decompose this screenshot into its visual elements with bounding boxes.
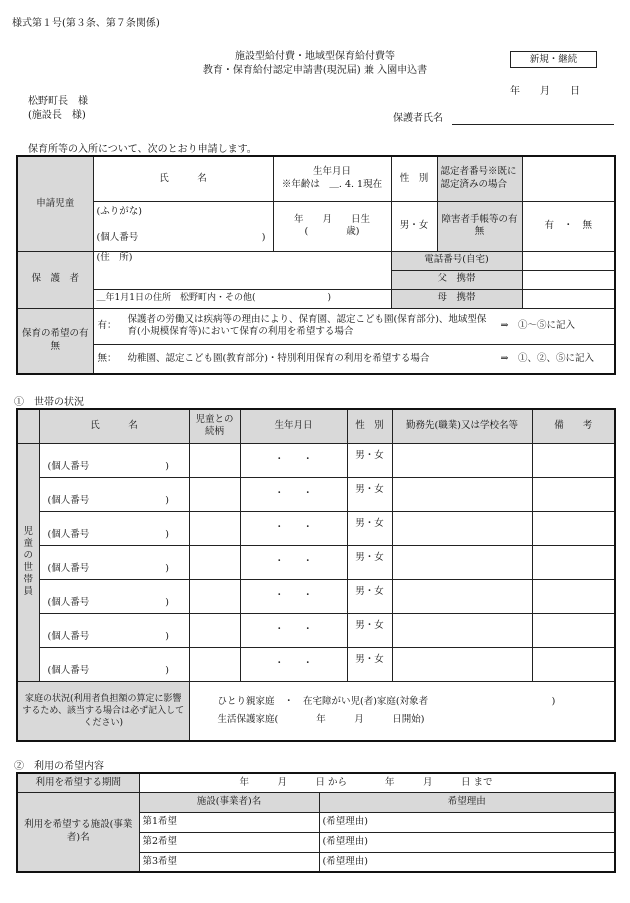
new-continue-badge: 新規・継続: [510, 51, 597, 68]
col-name: 氏 名: [39, 409, 189, 443]
member-gender-field[interactable]: 男・女: [347, 443, 392, 477]
member-relation-field[interactable]: [189, 545, 240, 579]
member-birth-field[interactable]: ・ ・: [240, 647, 347, 681]
member-birth-field[interactable]: ・ ・: [240, 579, 347, 613]
facility-header: 施設(事業者)名: [139, 792, 319, 812]
member-name-field[interactable]: (個人番号 ): [39, 443, 189, 477]
table-row: [17, 613, 615, 647]
jan1-address[interactable]: ＿年1月1日の住所 松野町内・その他( ): [93, 289, 391, 308]
phone-home-field[interactable]: [522, 251, 615, 270]
usage-table: [16, 772, 616, 873]
wish-no-row[interactable]: 無： 幼稚園、認定こども園(教育部分)・特別利用保育の利用を希望する場合 ⇒ ①、②、⑤に記入: [93, 344, 615, 374]
table-row: [17, 511, 615, 545]
table-row: [17, 545, 615, 579]
family-status-label: 家庭の状況(利用者負担額の算定に影響するため、該当する場合は必ず記入してください): [17, 681, 189, 741]
choice-1[interactable]: 第1希望: [139, 812, 319, 832]
member-birth-field[interactable]: ・ ・: [240, 477, 347, 511]
col-gender: 性 別: [347, 409, 392, 443]
reason-1[interactable]: (希望理由): [319, 812, 615, 832]
wish-yes-row[interactable]: 有： 保護者の労働又は疾病等の理由により、保育園、認定こども園(保育部分)、地域型保育(小規模保育等)において保育の利用を希望する場合 ⇒ ①～⑤に記入: [93, 308, 615, 344]
addressee-mayor: 松野町長 様: [28, 96, 88, 107]
guardian-label: 保 護 者: [17, 251, 93, 308]
title-line-1: 施設型給付費・地域型保育給付費等: [235, 51, 395, 62]
member-gender-field[interactable]: 男・女: [347, 579, 392, 613]
mother-mobile-label: 母 携帯: [391, 289, 522, 308]
choice-3[interactable]: 第3希望: [139, 852, 319, 872]
applicant-name-field[interactable]: (ふりがな) (個人番号 ): [93, 201, 273, 251]
member-relation-field[interactable]: [189, 511, 240, 545]
name-header: 氏 名: [93, 156, 273, 201]
member-name-field[interactable]: (個人番号 ): [39, 511, 189, 545]
section1-title: ① 世帯の状況: [14, 397, 84, 408]
member-relation-field[interactable]: [189, 477, 240, 511]
table-row: [17, 443, 615, 477]
member-name-field[interactable]: (個人番号 ): [39, 545, 189, 579]
member-birth-field[interactable]: ・ ・: [240, 613, 347, 647]
table-row: [17, 477, 615, 511]
member-name-field[interactable]: (個人番号 ): [39, 613, 189, 647]
member-notes-field[interactable]: [532, 579, 615, 613]
member-birth-field[interactable]: ・ ・: [240, 545, 347, 579]
member-workplace-field[interactable]: [392, 443, 532, 477]
member-relation-field[interactable]: [189, 579, 240, 613]
gender-field[interactable]: 男・女: [391, 201, 437, 251]
member-workplace-field[interactable]: [392, 545, 532, 579]
father-mobile-field[interactable]: [522, 270, 615, 289]
member-workplace-field[interactable]: [392, 647, 532, 681]
family-status-field[interactable]: ひとり親家庭 ・ 在宅障がい児(者)家庭(対象者 ) 生活保護家庭( 年 月 日開始): [189, 681, 615, 741]
wish-label: 保育の希望の有無: [17, 308, 93, 374]
application-table: [16, 155, 616, 375]
household-side-label: 児童の世帯員: [17, 443, 39, 681]
member-birth-field[interactable]: ・ ・: [240, 511, 347, 545]
col-notes: 備 考: [532, 409, 615, 443]
member-name-field[interactable]: (個人番号 ): [39, 477, 189, 511]
reason-header: 希望理由: [319, 792, 615, 812]
member-workplace-field[interactable]: [392, 579, 532, 613]
member-gender-field[interactable]: 男・女: [347, 545, 392, 579]
table-row: [17, 579, 615, 613]
title-line-2: 教育・保育給付認定申請書(現況届) 兼 入園申込書: [202, 65, 428, 76]
disability-field[interactable]: 有 ・ 無: [522, 201, 615, 251]
col-birth: 生年月日: [240, 409, 347, 443]
cert-number-header: 認定者番号※既に認定済みの場合: [437, 156, 522, 201]
member-notes-field[interactable]: [532, 545, 615, 579]
cert-number-field[interactable]: [522, 156, 615, 201]
col-workplace: 勤務先(職業)又は学校名等: [392, 409, 532, 443]
reason-3[interactable]: (希望理由): [319, 852, 615, 872]
member-notes-field[interactable]: [532, 443, 615, 477]
member-gender-field[interactable]: 男・女: [347, 613, 392, 647]
choice-2[interactable]: 第2希望: [139, 832, 319, 852]
disability-label: 障害者手帳等の有無: [437, 201, 522, 251]
father-mobile-label: 父 携帯: [391, 270, 522, 289]
reason-2[interactable]: (希望理由): [319, 832, 615, 852]
table-row: [17, 647, 615, 681]
household-table: [16, 408, 616, 742]
member-workplace-field[interactable]: [392, 477, 532, 511]
date-line: 年 月 日: [510, 86, 580, 97]
member-name-field[interactable]: (個人番号 ): [39, 647, 189, 681]
member-gender-field[interactable]: 男・女: [347, 511, 392, 545]
member-notes-field[interactable]: [532, 613, 615, 647]
birth-header: 生年月日 ※年齢は ＿. 4. 1現在: [273, 156, 391, 201]
guardian-name-line[interactable]: [452, 124, 614, 125]
member-workplace-field[interactable]: [392, 511, 532, 545]
member-relation-field[interactable]: [189, 613, 240, 647]
phone-home-label: 電話番号(自宅): [391, 251, 522, 270]
period-field[interactable]: 年 月 日 から 年 月 日 まで: [139, 773, 615, 792]
member-name-field[interactable]: (個人番号 ): [39, 579, 189, 613]
birth-field[interactable]: 年 月 日生 ( 歳): [273, 201, 391, 251]
intro-text: 保育所等の入所について、次のとおり申請します。: [28, 144, 257, 155]
applicant-label: 申請児童: [17, 156, 93, 251]
member-gender-field[interactable]: 男・女: [347, 647, 392, 681]
member-notes-field[interactable]: [532, 477, 615, 511]
member-notes-field[interactable]: [532, 511, 615, 545]
section2-title: ② 利用の希望内容: [14, 761, 104, 772]
member-birth-field[interactable]: ・ ・: [240, 443, 347, 477]
guardian-name-label: 保護者氏名: [393, 113, 443, 124]
guardian-address-field[interactable]: (住 所): [93, 251, 391, 289]
mother-mobile-field[interactable]: [522, 289, 615, 308]
col-relation: 児童との続柄: [189, 409, 240, 443]
facility-label: 利用を希望する施設(事業者)名: [17, 792, 139, 872]
period-label: 利用を希望する期間: [17, 773, 139, 792]
member-gender-field[interactable]: 男・女: [347, 477, 392, 511]
gender-header: 性 別: [391, 156, 437, 201]
member-notes-field[interactable]: [532, 647, 615, 681]
addressee-director: (施設長 様): [28, 110, 86, 121]
member-relation-field[interactable]: [189, 647, 240, 681]
member-workplace-field[interactable]: [392, 613, 532, 647]
form-number: 様式第１号(第３条、第７条関係): [12, 18, 160, 29]
member-relation-field[interactable]: [189, 443, 240, 477]
